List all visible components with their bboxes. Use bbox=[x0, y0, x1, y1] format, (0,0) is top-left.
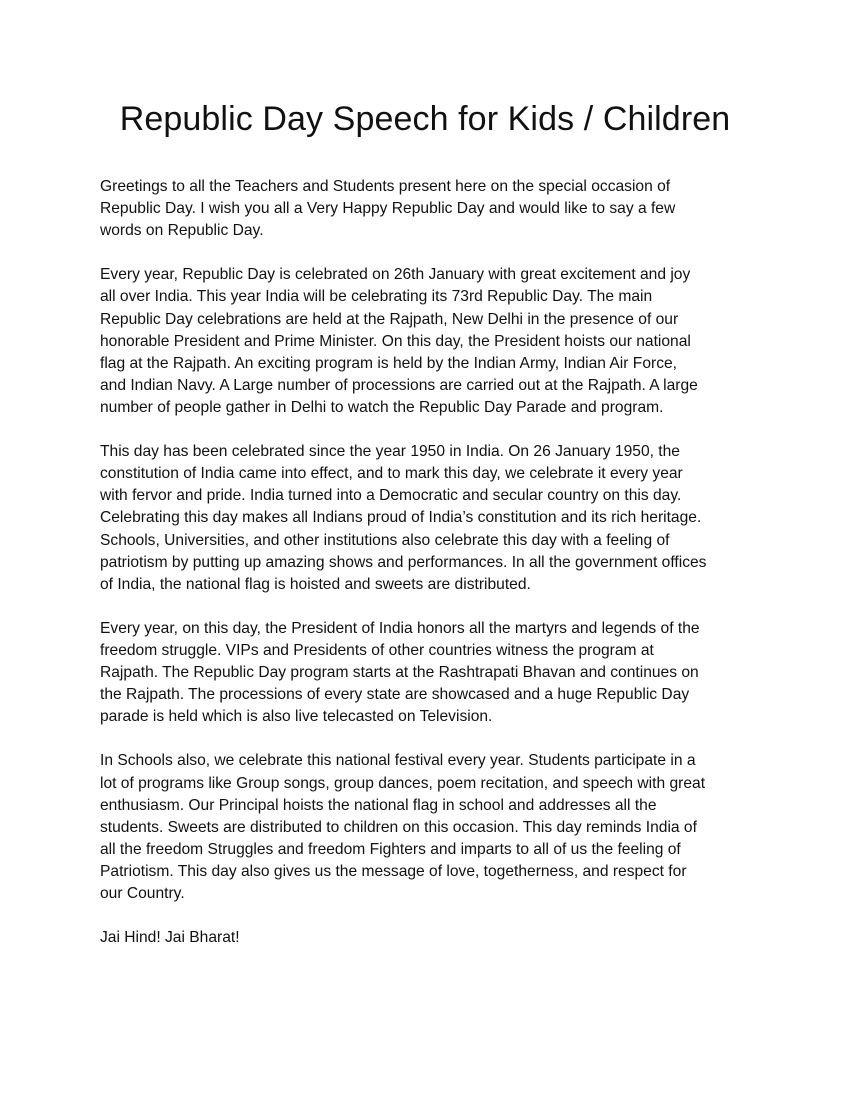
text-line: our Country. bbox=[100, 885, 185, 902]
text-line: Schools, Universities, and other institutions also celebrate this day with a feeling of bbox=[100, 531, 670, 549]
text-line: Every year, on this day, the President of India honors all the martyrs and legends of the bbox=[100, 619, 700, 637]
text-line: lot of programs like Group songs, group dances, poem recitation, and speech with great bbox=[100, 774, 706, 792]
text-line: of India, the national flag is hoisted and sweets are distributed. bbox=[100, 575, 531, 593]
text-line: students. Sweets are distributed to children on this occasion. This day reminds India of bbox=[100, 818, 697, 836]
text-line: Patriotism. This day also gives us the message of love, togetherness, and respect for bbox=[100, 862, 687, 880]
paragraph bbox=[100, 176, 760, 242]
paragraph bbox=[100, 750, 760, 905]
paragraph bbox=[100, 618, 760, 728]
document-title: Republic Day Speech for Kids / Children bbox=[119, 100, 731, 138]
paragraph bbox=[100, 441, 760, 596]
text-line: enthusiasm. Our Principal hoists the national flag in school and addresses all the bbox=[100, 796, 657, 814]
text-line: with fervor and pride. India turned into a Democratic and secular country on this day. bbox=[100, 487, 682, 505]
text-line: all over India. This year India will be celebrating its 73rd Republic Day. The main bbox=[100, 288, 653, 306]
paragraph bbox=[100, 927, 760, 949]
text-line: Jai Hind! Jai Bharat! bbox=[100, 929, 240, 947]
document-body bbox=[100, 176, 760, 971]
text-line: and Indian Navy. A Large number of processions are carried out at the Rajpath. A large bbox=[100, 376, 698, 394]
text-line: parade is held which is also live telecasted on Television. bbox=[100, 708, 493, 726]
text-line: This day has been celebrated since the year 1950 in India. On 26 January 1950, the bbox=[100, 443, 680, 461]
text-line: Celebrating this day makes all Indians proud of India’s constitution and its rich heritage. bbox=[100, 509, 702, 527]
text-line: honorable President and Prime Minister. On this day, the President hoists our national bbox=[100, 332, 691, 350]
text-line: flag at the Rajpath. An exciting program is held by the Indian Army, Indian Air Force, bbox=[100, 354, 677, 372]
text-line: In Schools also, we celebrate this national festival every year. Students participate in a bbox=[100, 752, 696, 770]
text-line: number of people gather in Delhi to watch the Republic Day Parade and program. bbox=[100, 398, 664, 416]
text-line: Rajpath. The Republic Day program starts at the Rashtrapati Bhavan and continues on bbox=[100, 664, 699, 682]
text-line: Republic Day. I wish you all a Very Happy Republic Day and would like to say a few bbox=[100, 200, 676, 218]
text-line: all the freedom Struggles and freedom Fighters and imparts to all of us the feeling of bbox=[100, 840, 681, 858]
text-line: Greetings to all the Teachers and Students present here on the special occasion of bbox=[100, 178, 671, 195]
text-line: Every year, Republic Day is celebrated on 26th January with great excitement and joy bbox=[100, 266, 691, 284]
text-line: Republic Day celebrations are held at the Rajpath, New Delhi in the presence of our bbox=[100, 310, 679, 328]
text-line: freedom struggle. VIPs and Presidents of other countries witness the program at bbox=[100, 641, 654, 659]
text-line: constitution of India came into effect, and to mark this day, we celebrate it every year bbox=[100, 465, 683, 483]
text-line: words on Republic Day. bbox=[100, 222, 264, 240]
text-line: patriotism by putting up amazing shows and performances. In all the government offices bbox=[100, 553, 707, 571]
text-line: the Rajpath. The processions of every state are showcased and a huge Republic Day bbox=[100, 686, 690, 704]
paragraph bbox=[100, 264, 760, 419]
